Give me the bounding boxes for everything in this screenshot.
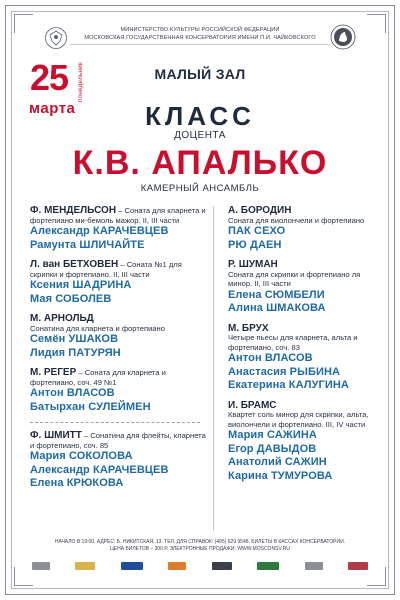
performer: Лидия ПАТУРЯН [30,346,121,359]
composer-name: М. БРУХ [228,322,269,334]
performer: Мария СОКОЛОВА [30,450,133,462]
class-title: КЛАСС [145,101,255,131]
program-item [30,206,210,252]
performer: Карина ТУМУРОВА [228,469,333,482]
hall-name: МАЛЫЙ ЗАЛ [154,66,246,82]
work-title: – Соната №1 для скрипки и фортепиано. II, III части [30,260,182,279]
performer: Антон ВЛАСОВ [228,352,313,364]
performer: Мария САЖИНА [228,429,317,441]
performer: Батырхан СУЛЕЙМЕН [30,400,151,413]
sponsor-logos [32,560,368,572]
footer-info [40,539,360,553]
program-item [228,324,378,393]
performer: Егор ДАВЫДОВ [228,442,317,455]
corner-ornament [367,567,386,586]
sponsor-logo [348,562,368,570]
program-item [30,260,210,306]
performer: Рамунта ШЛИЧАЙТЕ [30,238,145,251]
work-title: Квартет соль минор для скрипки, альта, виолончели и фортепиано. III, IV части [228,410,369,429]
program-item [228,260,378,316]
work-title: – Соната для кларнета и фортепиано, соч. 49 №1 [30,368,166,387]
header-ministry: МИНИСТЕРСТВО КУЛЬТУРЫ РОССИЙСКОЙ ФЕДЕРАЦИИ [120,27,280,33]
sponsor-logo [257,562,279,570]
composer-name: М. АРНОЛЬД [30,313,94,324]
performer: Александр КАРАЧЕВЦЕВ [30,463,169,476]
work-title: Четыре пьесы для кларнета, альта и фортепиано, соч. 83 [228,333,358,352]
sponsor-logo [212,562,232,570]
sponsor-logo [75,562,95,570]
composer-name: М. РЕГЕР [30,367,77,378]
corner-ornament [14,14,33,33]
conservatory-emblem-icon [330,24,356,50]
date-weekday: понедельник [77,62,84,103]
sponsor-logo [32,562,50,570]
sponsor-logo [305,562,323,570]
program-item [228,206,378,252]
footer-address: НАЧАЛО В 19:00. АДРЕС: Б. НИКИТСКАЯ, 13. ТЕЛ. ДЛЯ СПРАВОК: (495) 629 9548. БИЛЕТЫ В КАССАХ КОНСЕРВАТОРИИ. [54,539,346,545]
program-item [30,368,210,414]
work-title: – Сонатина для флейты, кларнета и фортепиано, соч. 85 [30,431,206,450]
program-item [30,431,210,491]
performer: Анатолий САЖИН [228,456,327,468]
performer: Анастасия РЫБИНА [228,365,341,378]
sponsor-logo [121,562,143,570]
sponsor-logo [168,562,186,570]
performer: Александр КАРАЧЕВЦЕВ [30,225,169,237]
performer: Мая СОБОЛЕВ [30,292,112,305]
performer: Антон ВЛАСОВ [30,387,115,399]
composer-name: Л. ван БЕТХОВЕН [30,259,119,270]
performer: Семён УШАКОВ [30,333,119,345]
program-item [228,401,378,484]
ensemble-label: КАМЕРНЫЙ АНСАМБЛЬ [140,183,260,194]
program-left-column [30,206,210,499]
composer-name: Ф. МЕНДЕЛЬСОН [30,205,117,216]
date-month: марта [29,100,76,117]
program-right-column [228,206,378,491]
work-title: – Соната для кларнета и фортепиано ми-бемоль мажор. II, III части [30,206,206,225]
composer-name: Ф. ШМИТТ [30,430,82,441]
header-conservatory: МОСКОВСКАЯ ГОСУДАРСТВЕННАЯ КОНСЕРВАТОРИЯ ИМЕНИ П.И. ЧАЙКОВСКОГО [84,35,316,41]
work-title: Соната для виолончели и фортепиано [228,215,365,225]
corner-ornament [367,14,386,33]
dashed-divider [30,422,200,423]
performer: Елена СЮМБЕЛИ [228,288,325,301]
performer: ПАК СЕХО [228,225,286,237]
composer-name: Р. ШУМАН [228,259,278,270]
performer: Ксения ШАДРИНА [30,279,132,291]
performer: Елена КРЮКОВА [30,477,124,489]
header-divider [70,44,330,45]
program-item [30,314,210,360]
work-title: Соната для скрипки и фортепиано ля минор. II, III части [228,269,361,288]
performer: Алина ШМАКОВА [228,302,326,314]
composer-name: А. БОРОДИН [228,205,292,216]
ministry-emblem-icon [44,26,68,50]
work-title: Сонатина для кларнета и фортепиано [30,323,165,333]
date-day: 25 [30,57,69,98]
column-divider [213,206,214,531]
composer-name: И. БРАМС [228,399,277,411]
header-org [70,26,330,42]
footer-tickets: ЦЕНА БИЛЕТОВ – 300 Р. ЭЛЕКТРОННЫЕ ПРОДАЖИ: WWW.MOSCONSV.RU [110,546,290,552]
performer: Екатерина КАЛУГИНА [228,379,349,391]
corner-ornament [14,567,33,586]
teacher-name: К.В. АПАЛЬКО [72,144,328,182]
performer: РЮ ДАЕН [228,238,282,251]
docent-label: ДОЦЕНТА [174,130,226,141]
